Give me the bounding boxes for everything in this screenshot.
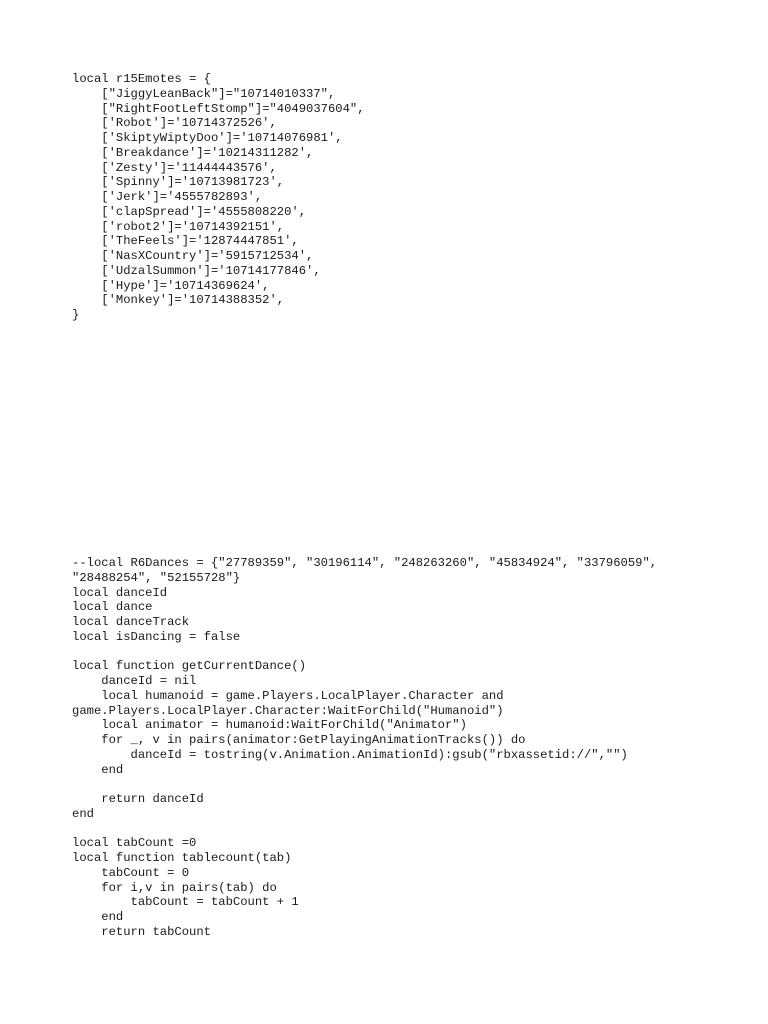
code-line xyxy=(72,822,657,837)
code-line: end xyxy=(72,806,94,821)
code-line: tabCount = 0 xyxy=(72,865,190,880)
code-line: local tabCount =0 xyxy=(72,836,197,851)
code-line: ['Monkey']='10714388352', xyxy=(72,293,285,308)
code-line: "28488254", "52155728"} xyxy=(72,570,241,585)
code-line xyxy=(72,645,657,660)
code-line: ['Hype']='10714369624', xyxy=(72,278,270,293)
code-line: ["JiggyLeanBack"]="10714010337", xyxy=(72,86,336,101)
code-line: danceId = tostring(v.Animation.AnimationId):gsub("rbxassetid://","") xyxy=(72,747,628,762)
code-line: local function getCurrentDance() xyxy=(72,659,307,674)
code-line: for i,v in pairs(tab) do xyxy=(72,880,277,895)
code-line: local r15Emotes = { xyxy=(72,72,211,86)
code-block-dance-functions xyxy=(72,556,657,940)
code-line: ['UdzalSummon']='10714177846', xyxy=(72,263,321,278)
code-line: ["RightFootLeftStomp"]="4049037604", xyxy=(72,101,365,116)
code-line xyxy=(72,777,657,792)
code-block-r15-emotes xyxy=(72,72,365,323)
code-line: for _, v in pairs(animator:GetPlayingAnimationTracks()) do xyxy=(72,733,526,747)
code-line: ['Zesty']='11444443576', xyxy=(72,160,277,175)
code-line: ['Robot']='10714372526', xyxy=(72,116,277,131)
code-line: local humanoid = game.Players.LocalPlayer.Character and xyxy=(72,688,504,703)
code-line: return danceId xyxy=(72,792,204,806)
code-line: danceId = nil xyxy=(72,674,197,688)
code-line: local dance xyxy=(72,600,153,615)
code-line: ['SkiptyWiptyDoo']='10714076981', xyxy=(72,131,343,145)
code-line: ['NasXCountry']='5915712534', xyxy=(72,249,314,263)
code-line: local isDancing = false xyxy=(72,629,241,644)
code-line: --local R6Dances = {"27789359", "30196114", "248263260", "45834924", "33796059", xyxy=(72,556,658,570)
code-line: game.Players.LocalPlayer.Character:WaitForChild("Humanoid") xyxy=(72,703,504,718)
code-line: ['clapSpread']='4555808220', xyxy=(72,204,307,219)
code-line: ['robot2']='10714392151', xyxy=(72,219,285,234)
code-line: local function tablecount(tab) xyxy=(72,851,292,865)
code-line: return tabCount xyxy=(72,924,211,939)
code-line: local animator = humanoid:WaitForChild("Animator") xyxy=(72,718,467,733)
code-line: ['Jerk']='4555782893', xyxy=(72,190,263,204)
code-line: ['Spinny']='10713981723', xyxy=(72,175,285,190)
code-line: end xyxy=(72,762,124,777)
code-line: } xyxy=(72,308,80,322)
code-line: tabCount = tabCount + 1 xyxy=(72,895,299,910)
code-line: ['TheFeels']='12874447851', xyxy=(72,234,299,249)
code-line: local danceId xyxy=(72,585,168,600)
code-line: local danceTrack xyxy=(72,615,190,629)
code-line: ['Breakdance']='10214311282', xyxy=(72,145,314,160)
code-line: end xyxy=(72,910,124,924)
